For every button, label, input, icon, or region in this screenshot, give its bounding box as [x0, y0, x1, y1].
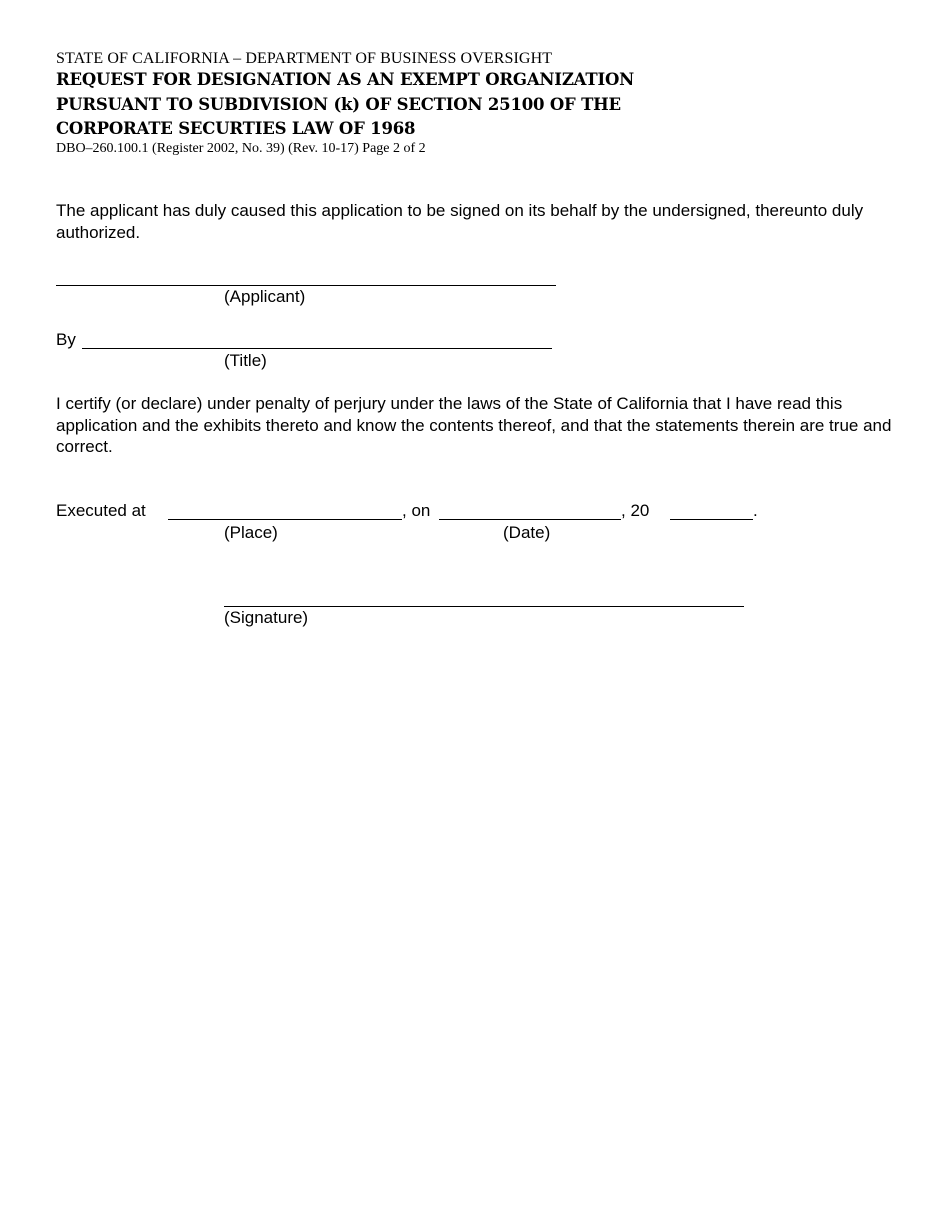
- form-title-line-3: CORPORATE SECURTIES LAW OF 1968: [56, 119, 416, 138]
- year-field[interactable]: [670, 519, 753, 520]
- certification-statement: I certify (or declare) under penalty of perjury under the laws of the State of California that I have read this application and the exhibits thereto and know the contents thereof, and that the statements therein are true and correct.: [56, 394, 892, 456]
- form-title-line-1: REQUEST FOR DESIGNATION AS AN EXEMPT ORGANIZATION: [56, 70, 635, 89]
- authorization-statement: The applicant has duly caused this application to be signed on its behalf by the undersigned, thereunto duly authorized.: [56, 201, 864, 242]
- on-label: , on: [402, 501, 431, 520]
- applicant-field[interactable]: [56, 285, 556, 286]
- signature-label: (Signature): [224, 608, 309, 627]
- executed-at-label: Executed at: [56, 501, 146, 520]
- form-reference: DBO–260.100.1 (Register 2002, No. 39) (Rev. 10-17) Page 2 of 2: [56, 141, 426, 156]
- year-prefix: , 20: [621, 501, 650, 520]
- date-field[interactable]: [439, 519, 621, 520]
- by-label: By: [56, 330, 76, 349]
- title-field[interactable]: [82, 348, 552, 349]
- place-label: (Place): [224, 523, 278, 542]
- signature-field[interactable]: [224, 606, 744, 607]
- agency-name: STATE OF CALIFORNIA – DEPARTMENT OF BUSINESS OVERSIGHT: [56, 50, 553, 67]
- title-label: (Title): [224, 351, 267, 370]
- date-label: (Date): [503, 523, 551, 542]
- applicant-label: (Applicant): [224, 287, 306, 306]
- form-title-line-2: PURSUANT TO SUBDIVISION (k) OF SECTION 25100 OF THE: [56, 95, 621, 114]
- period: .: [753, 501, 758, 520]
- place-field[interactable]: [168, 519, 402, 520]
